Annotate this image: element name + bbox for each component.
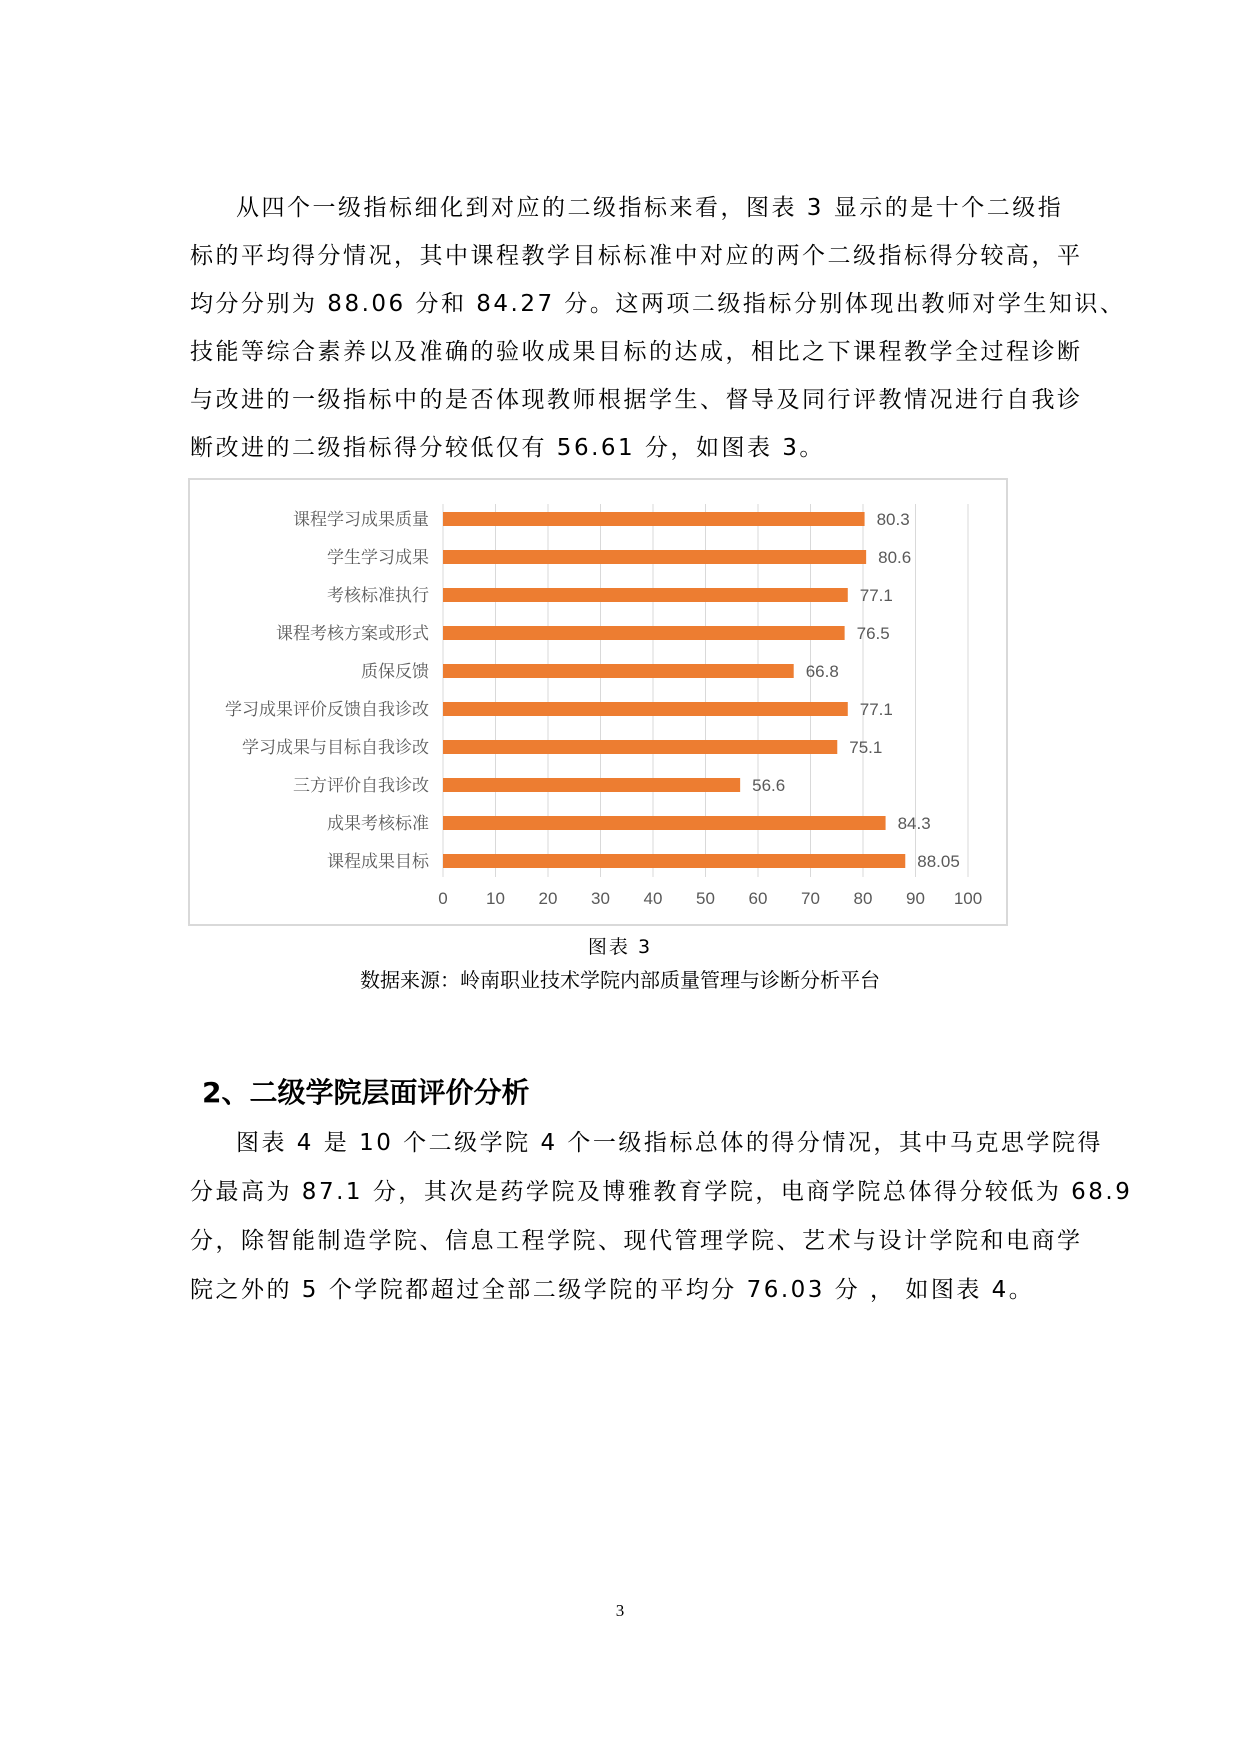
x-tick-label: 0 (438, 889, 448, 908)
paragraph-line: 断改进的二级指标得分较低仅有 56.61 分，如图表 3。 (190, 435, 825, 461)
bar-chart (188, 478, 1008, 926)
bar (443, 588, 848, 602)
data-label: 77.1 (859, 586, 893, 605)
bar (443, 550, 866, 564)
bar (443, 740, 837, 754)
bar (443, 816, 886, 830)
data-label: 75.1 (849, 738, 883, 757)
bar-chart-svg (190, 480, 1006, 924)
paragraph-line: 与改进的一级指标中的是否体现教师根据学生、督导及同行评教情况进行自我诊 (190, 387, 1083, 413)
data-label: 76.5 (856, 624, 890, 643)
category-label: 成果考核标准 (327, 814, 429, 834)
x-tick-label: 50 (696, 889, 715, 908)
data-label: 66.8 (805, 662, 839, 681)
paragraph-line: 从四个一级指标细化到对应的二级指标来看，图表 3 显示的是十个二级指 (236, 195, 1064, 221)
paragraph-1 (190, 184, 1126, 472)
x-tick-label: 80 (853, 889, 873, 908)
category-label: 三方评价自我诊改 (293, 776, 429, 796)
data-label: 80.6 (878, 548, 912, 567)
paragraph-line: 分最高为 87.1 分，其次是药学院及博雅教育学院，电商学院总体得分较低为 68.9 (190, 1179, 1133, 1205)
bar (443, 778, 740, 792)
data-label: 88.05 (917, 852, 960, 871)
source-caption: 数据来源：岭南职业技术学院内部质量管理与诊断分析平台 (360, 970, 880, 992)
data-label: 77.1 (859, 700, 893, 719)
paragraph-line: 图表 4 是 10 个二级学院 4 个一级指标总体的得分情况，其中马克思学院得 (236, 1130, 1103, 1156)
paragraph-line: 分，除智能制造学院、信息工程学院、现代管理学院、艺术与设计学院和电商学 (190, 1228, 1083, 1254)
x-tick-label: 40 (643, 889, 663, 908)
category-label: 学习成果与目标自我诊改 (242, 738, 429, 758)
x-tick-label: 100 (953, 889, 983, 908)
paragraph-2 (190, 1119, 1133, 1315)
x-tick-label: 70 (801, 889, 820, 908)
category-label: 考核标准执行 (327, 586, 429, 606)
paragraph-line: 标的平均得分情况，其中课程教学目标标准中对应的两个二级指标得分较高，平 (190, 243, 1083, 269)
page-number: 3 (615, 1601, 625, 1620)
figure-caption: 图表 3 (587, 936, 653, 958)
category-label: 学生学习成果 (327, 548, 429, 568)
category-label: 课程学习成果质量 (293, 510, 429, 530)
bar (443, 854, 905, 868)
x-tick-label: 30 (591, 889, 610, 908)
x-tick-label: 20 (538, 889, 558, 908)
data-label: 80.3 (876, 510, 910, 529)
category-label: 质保反馈 (361, 662, 429, 682)
data-label: 56.6 (752, 776, 786, 795)
category-label: 学习成果评价反馈自我诊改 (225, 700, 429, 720)
section-heading: 2、二级学院层面评价分析 (202, 1076, 530, 1109)
bar (443, 664, 794, 678)
data-label: 84.3 (897, 814, 931, 833)
paragraph-line: 均分分别为 88.06 分和 84.27 分。这两项二级指标分别体现出教师对学生知识、 (190, 291, 1126, 317)
paragraph-line: 技能等综合素养以及准确的验收成果目标的达成，相比之下课程教学全过程诊断 (190, 339, 1083, 365)
category-label: 课程考核方案或形式 (276, 624, 429, 644)
bar (443, 512, 865, 526)
bar (443, 702, 848, 716)
category-label: 课程成果目标 (327, 852, 429, 872)
x-tick-label: 90 (906, 889, 925, 908)
x-tick-label: 10 (486, 889, 505, 908)
paragraph-line: 院之外的 5 个学院都超过全部二级学院的平均分 76.03 分 ， 如图表 4。 (190, 1277, 1035, 1303)
x-tick-label: 60 (748, 889, 768, 908)
bar (443, 626, 845, 640)
